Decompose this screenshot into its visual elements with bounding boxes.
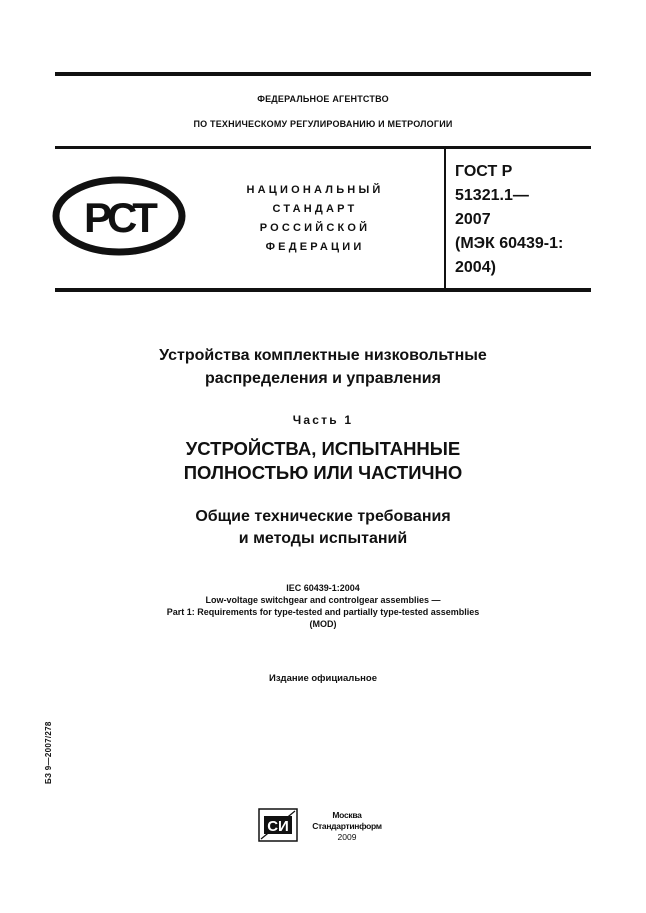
middle-rule	[55, 146, 591, 149]
standartinform-logo-icon	[258, 808, 298, 842]
national-line: ФЕДЕРАЦИИ	[265, 241, 365, 253]
iec-line: Part 1: Requirements for type-tested and partially type-tested assemblies	[166, 607, 480, 617]
side-code: БЗ 9—2007/278	[44, 721, 53, 784]
top-rule	[55, 72, 591, 76]
agency-line-2: ПО ТЕХНИЧЕСКОМУ РЕГУЛИРОВАНИЮ И МЕТРОЛОГИИ	[193, 119, 453, 129]
national-line: НАЦИОНАЛЬНЫЙ	[246, 184, 384, 196]
vertical-divider	[444, 149, 446, 288]
agency-line-1: ФЕДЕРАЛЬНОЕ АГЕНТСТВО	[257, 94, 389, 104]
publisher-block	[302, 810, 392, 843]
emblem-text: РСТ	[84, 194, 154, 241]
title-line: распределения и управления	[205, 370, 441, 387]
gost-line: 51321.1—	[455, 187, 529, 204]
iec-line: (MOD)	[309, 619, 337, 629]
subtitle-line: Общие технические требования	[195, 508, 451, 525]
bottom-rule	[55, 288, 591, 292]
national-line: СТАНДАРТ	[272, 203, 358, 215]
rst-emblem-icon	[52, 176, 186, 256]
gost-line: ГОСТ Р	[455, 163, 513, 180]
part-title-line: ПОЛНОСТЬЮ ИЛИ ЧАСТИЧНО	[183, 462, 463, 483]
iec-line: IEC 60439-1:2004	[286, 583, 360, 593]
national-standard-block	[220, 181, 410, 257]
iec-line: Low-voltage switchgear and controlgear assemblies —	[205, 595, 441, 605]
iec-reference	[55, 582, 591, 630]
document-title	[55, 344, 591, 390]
gost-line: 2007	[455, 211, 491, 228]
subtitle-line: и методы испытаний	[238, 530, 408, 547]
subtitle	[55, 506, 591, 550]
edition-label: Издание официальное	[269, 673, 377, 684]
publisher-year: 2009	[337, 832, 357, 842]
publisher-city: Москва	[332, 810, 362, 820]
national-line: РОССИЙСКОЙ	[259, 222, 371, 234]
part-title-line: УСТРОЙСТВА, ИСПЫТАННЫЕ	[185, 438, 461, 459]
publisher-name: Стандартинформ	[312, 821, 382, 831]
gost-designation	[455, 160, 595, 280]
title-line: Устройства комплектные низковольтные	[159, 347, 487, 364]
publisher-logo-text: СИ	[267, 818, 289, 835]
part-label: Часть 1	[292, 413, 354, 427]
gost-line: (МЭК 60439-1:	[455, 235, 564, 252]
part-title	[55, 437, 591, 485]
gost-line: 2004)	[455, 259, 496, 276]
